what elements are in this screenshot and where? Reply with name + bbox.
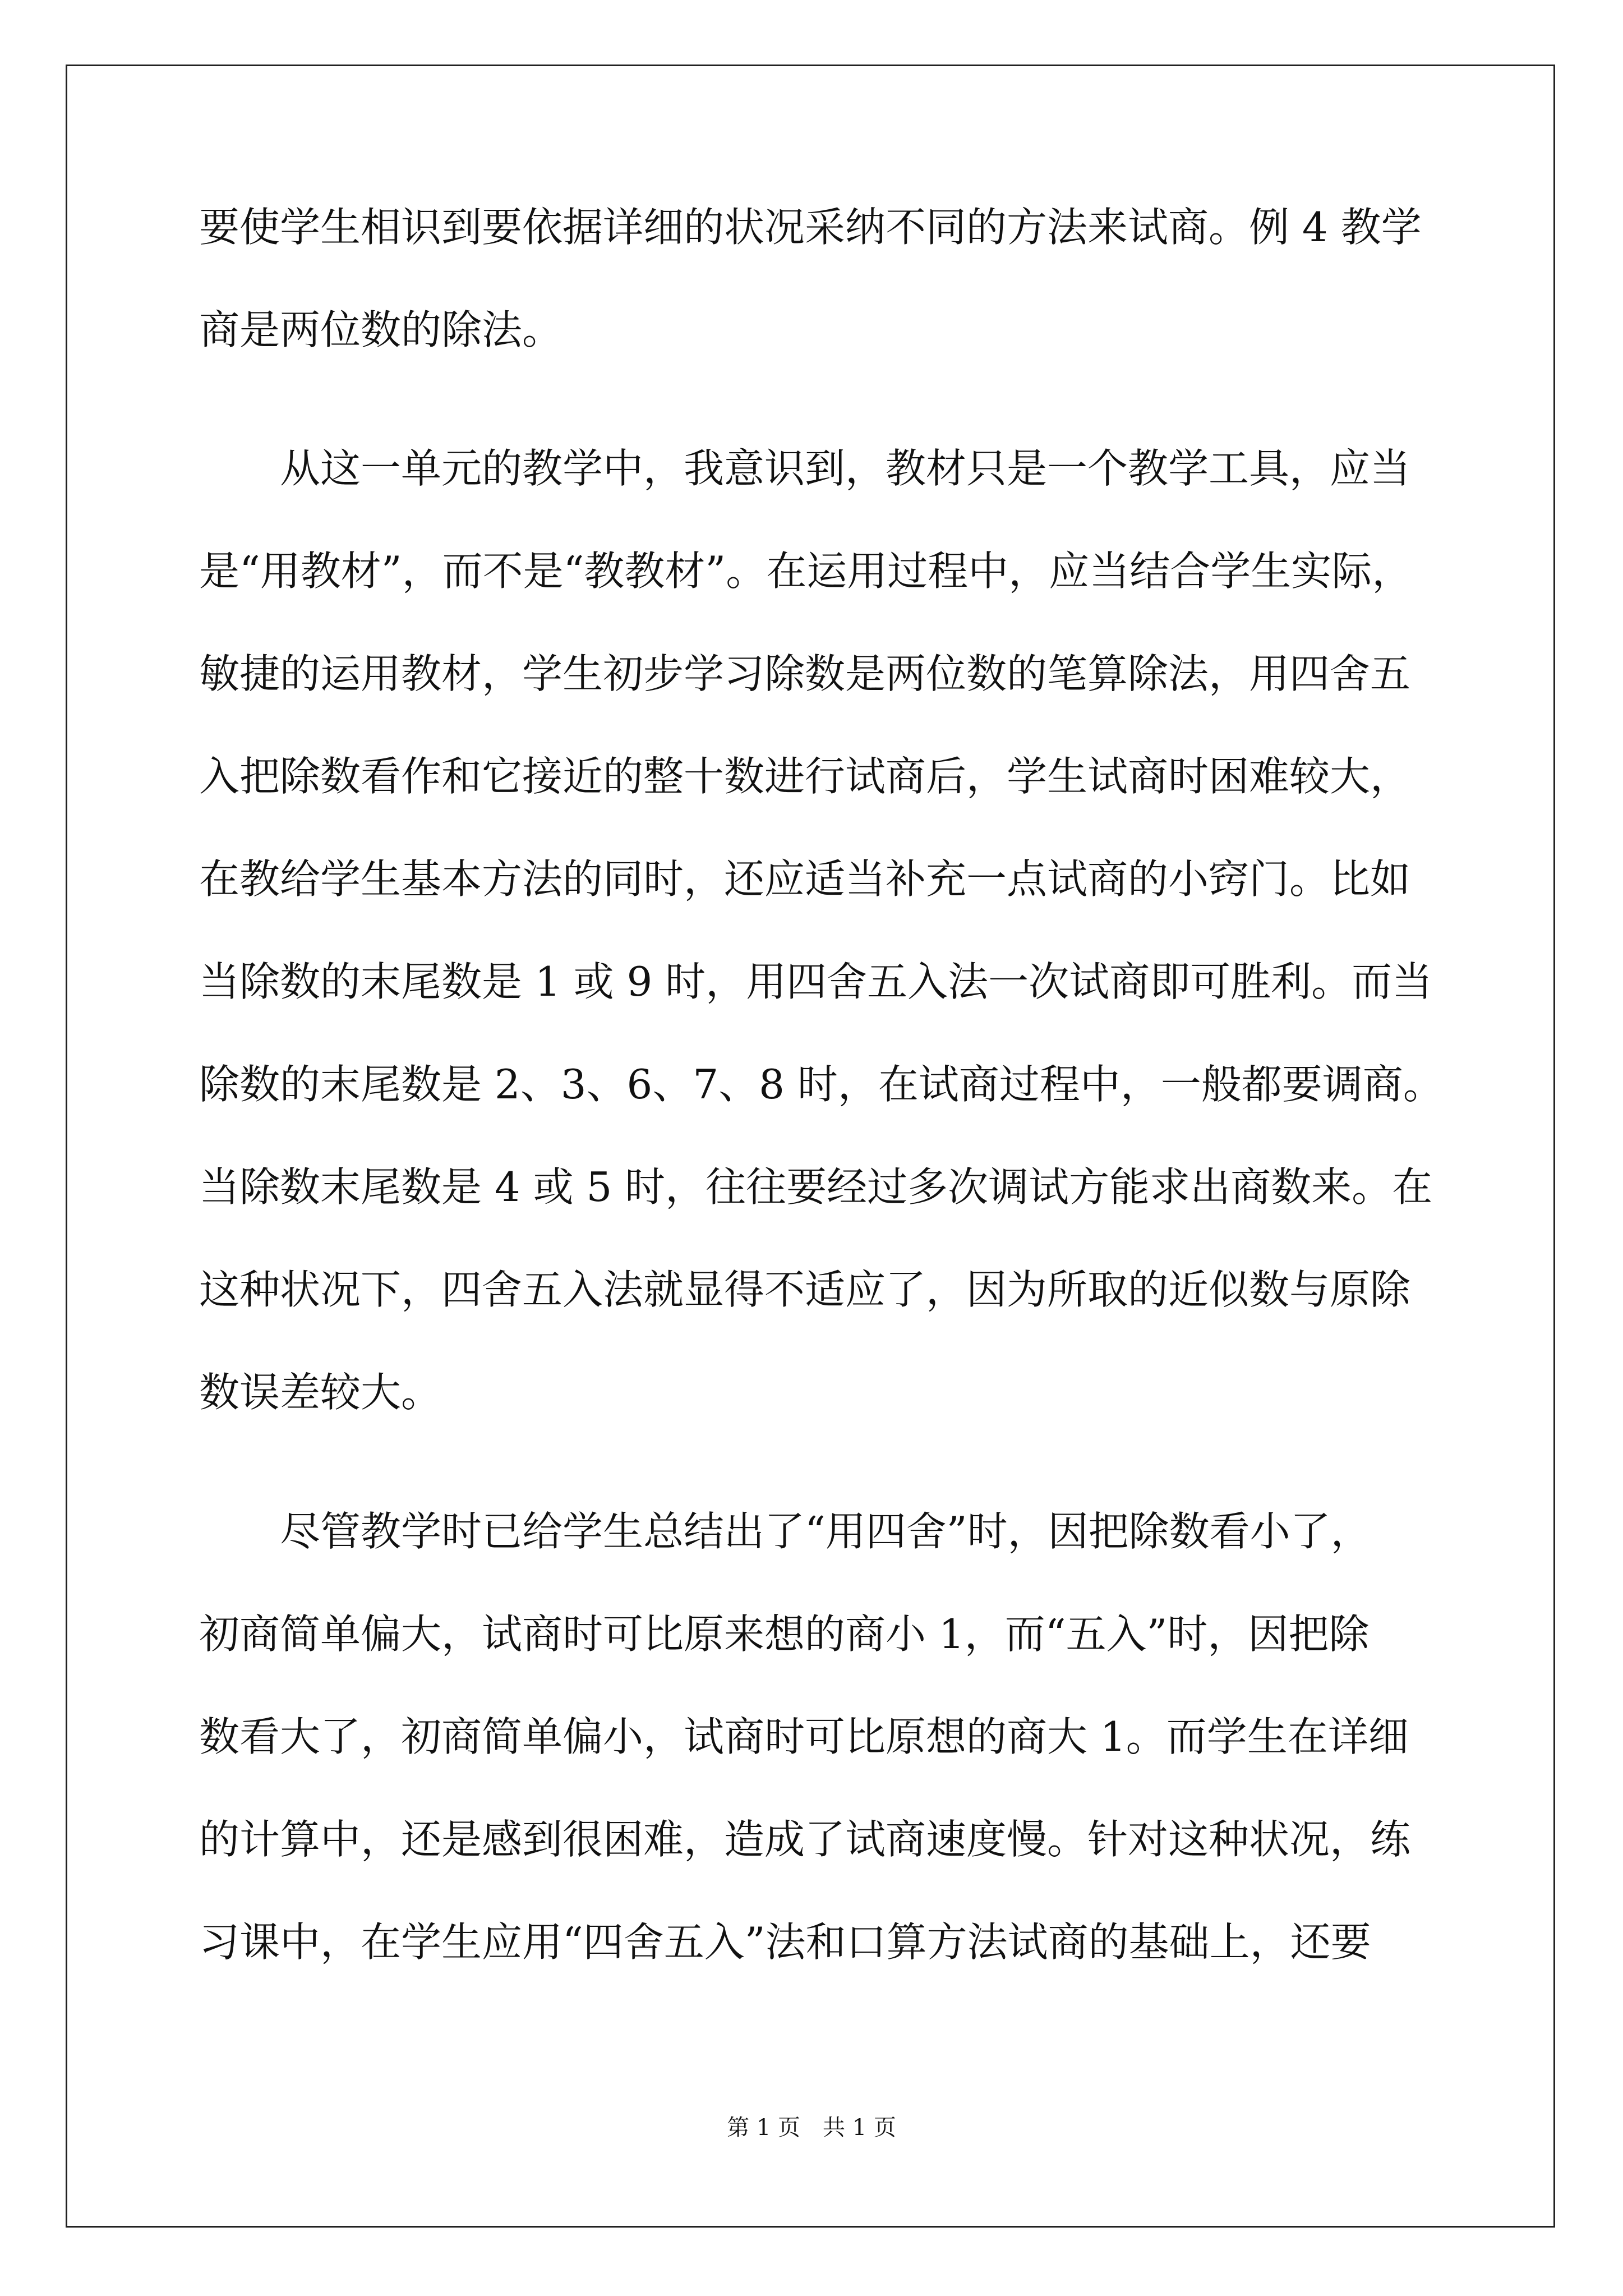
text-line: 数看大了，初商简单偏小，试商时可比原想的商大 1。而学生在详细 <box>199 1713 1409 1760</box>
text-line: 的计算中，还是感到很困难，造成了试商速度慢。针对这种状况，练 <box>199 1816 1411 1863</box>
text-line: 商是两位数的除法。 <box>199 306 563 353</box>
text-line: 这种状况下，四舍五入法就显得不适应了，因为所取的近似数与原除 <box>199 1266 1411 1313</box>
text-line: 敏捷的运用教材，学生初步学习除数是两位数的笔算除法，用四舍五 <box>199 650 1411 697</box>
page-number-footer: 第 1 页 共 1 页 <box>727 2115 896 2141</box>
text-line: 要使学生相识到要依据详细的状况采纳不同的方法来试商。例 4 教学 <box>199 204 1422 251</box>
text-line: 在教给学生基本方法的同时，还应适当补充一点试商的小窍门。比如 <box>199 855 1411 903</box>
text-line: 尽管教学时已给学生总结出了“用四舍”时，因把除数看小了， <box>199 1508 1371 1555</box>
text-line: 初商简单偏大，试商时可比原来想的商小 1，而“五入”时，因把除 <box>199 1611 1370 1658</box>
text-line: 除数的末尾数是 2、3、6、7、8 时，在试商过程中，一般都要调商。 <box>199 1061 1444 1108</box>
text-line: 当除数的末尾数是 1 或 9 时，用四舍五入法一次试商即可胜利。而当 <box>199 958 1433 1005</box>
page-border <box>66 65 1555 2228</box>
text-line: 当除数末尾数是 4 或 5 时，往往要经过多次调试方能求出商数来。在 <box>199 1163 1433 1211</box>
text-line: 是“用教材”，而不是“教教材”。在运用过程中，应当结合学生实际， <box>199 547 1413 595</box>
text-line: 入把除数看作和它接近的整十数进行试商后，学生试商时困难较大， <box>199 753 1411 800</box>
text-line: 习课中，在学生应用“四舍五入”法和口算方法试商的基础上，还要 <box>199 1918 1371 1966</box>
text-line: 数误差较大。 <box>199 1369 442 1416</box>
text-line: 从这一单元的教学中，我意识到，教材只是一个教学工具，应当 <box>199 445 1411 492</box>
